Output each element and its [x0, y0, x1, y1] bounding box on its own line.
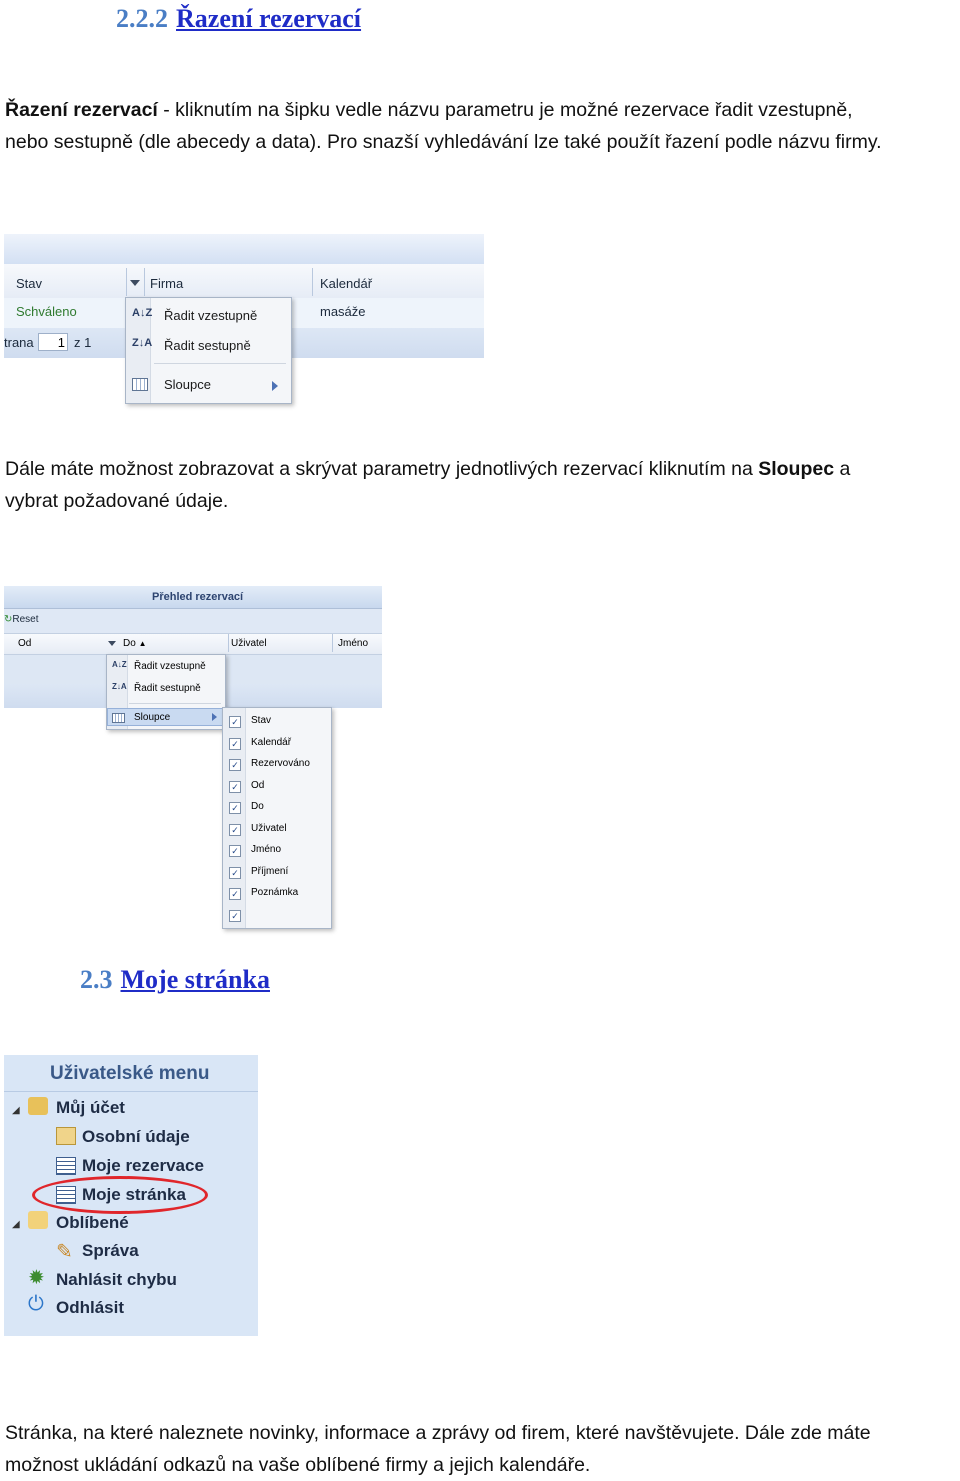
- section-number: 2.2.2: [116, 4, 168, 33]
- checkbox[interactable]: ✓: [229, 910, 241, 922]
- column-header-od[interactable]: Od: [18, 638, 32, 649]
- pager-total: z 1: [74, 335, 92, 350]
- cell-status: Schváleno: [16, 304, 77, 319]
- screenshot-user-menu: [4, 1055, 258, 1336]
- reset-icon: ↻: [4, 614, 13, 625]
- checkbox[interactable]: ✓: [229, 738, 241, 750]
- title-divider: [4, 1091, 258, 1092]
- menu-item-moje-stranka[interactable]: Moje stránka: [82, 1185, 186, 1204]
- menu-item-label: Řadit sestupně: [164, 338, 251, 353]
- expand-icon[interactable]: ◢: [12, 1105, 20, 1116]
- grid-toolbar: [4, 234, 484, 265]
- checklist-item-label[interactable]: Stav: [251, 715, 272, 726]
- checklist-item-label[interactable]: Příjmení: [251, 865, 289, 877]
- sort-descending-icon: Z↓A: [132, 337, 153, 349]
- columns-icon: [132, 378, 148, 391]
- power-icon: ⏻: [28, 1293, 44, 1315]
- column-header-kalendar[interactable]: Kalendář: [320, 276, 373, 291]
- checkbox[interactable]: ✓: [229, 759, 241, 771]
- checkbox[interactable]: ✓: [229, 716, 241, 728]
- columns-icon: [112, 713, 125, 723]
- column-menu-trigger[interactable]: [108, 641, 116, 646]
- paragraph-text: možnost ukládání odkazů na vaše oblíbené firmy a jejich kalendáře.: [5, 1454, 591, 1476]
- menu-item-osobni-udaje[interactable]: Osobní údaje: [82, 1127, 190, 1146]
- column-separator: [312, 268, 313, 296]
- column-header-do[interactable]: [123, 638, 147, 649]
- panel-toolbar: [4, 609, 382, 633]
- checkbox[interactable]: ✓: [229, 845, 241, 857]
- menu-item-sort-asc[interactable]: Řadit vzestupně: [134, 661, 206, 672]
- checklist-item-label[interactable]: Do: [251, 801, 264, 812]
- menu-item-sort-desc[interactable]: Řadit sestupně: [134, 683, 201, 694]
- column-header-label: Do: [123, 638, 136, 649]
- column-header-jmeno[interactable]: Jméno: [338, 638, 369, 649]
- sort-ascending-icon: A↓Z: [112, 660, 127, 669]
- menu-item-label: Sloupce: [164, 377, 211, 392]
- paragraph-text: Stránka, na které naleznete novinky, informace a zprávy od firem, které navštěvujete. Dále zde máte: [5, 1422, 871, 1444]
- grid-header: [4, 633, 382, 655]
- paragraph-text: - kliknutím na šipku vedle názvu parametru je možné rezervace řadit vzestupně,: [157, 99, 853, 121]
- columns-checklist-menu: [222, 707, 332, 929]
- menu-item-label: Sloupce: [134, 712, 171, 723]
- section-title-link[interactable]: Řazení rezervací: [176, 4, 362, 33]
- checkbox[interactable]: ✓: [229, 824, 241, 836]
- section-title-link[interactable]: Moje stránka: [120, 965, 270, 994]
- menu-divider: [154, 363, 286, 364]
- screenshot-sort-menu: [4, 234, 484, 392]
- menu-divider: [129, 703, 221, 704]
- column-dropdown-menu: [106, 654, 226, 730]
- menu-item-oblibene[interactable]: Oblíbené: [56, 1213, 129, 1232]
- checkbox[interactable]: ✓: [229, 802, 241, 814]
- checkbox[interactable]: ✓: [229, 867, 241, 879]
- column-separator: [126, 268, 127, 296]
- sort-ascending-icon: A↓Z: [132, 307, 153, 319]
- column-header-uzivatel[interactable]: Uživatel: [231, 638, 267, 649]
- section-number: 2.3: [80, 965, 113, 994]
- checklist-item-label[interactable]: Rezervováno: [251, 758, 310, 769]
- highlight-ellipse: [32, 1176, 208, 1214]
- menu-item-muj-ucet[interactable]: Můj účet: [56, 1098, 125, 1117]
- sort-arrow-icon: ▲: [138, 639, 147, 648]
- pager-label: trana: [4, 335, 34, 350]
- menu-item-sort-asc[interactable]: [126, 304, 291, 328]
- menu-item-sprava[interactable]: Správa: [82, 1241, 139, 1260]
- paragraph-columns: [5, 453, 955, 517]
- reset-button[interactable]: [4, 614, 39, 625]
- checkbox[interactable]: ✓: [229, 781, 241, 793]
- column-separator: [228, 634, 229, 652]
- menu-item-label: Řadit vzestupně: [164, 308, 258, 323]
- account-folder-icon: [28, 1097, 48, 1115]
- paragraph-my-page: [5, 1417, 960, 1481]
- bold-term: Sloupec: [758, 458, 835, 480]
- menu-item-sort-desc[interactable]: [126, 334, 291, 358]
- favorites-folder-icon: [28, 1211, 48, 1229]
- personal-data-icon: [56, 1127, 76, 1145]
- sort-descending-icon: Z↓A: [112, 682, 127, 691]
- user-menu-title: Uživatelské menu: [50, 1063, 210, 1084]
- column-dropdown-menu: [125, 297, 292, 404]
- section-heading-2-2-2: [116, 4, 361, 34]
- submenu-arrow-icon: [212, 713, 217, 721]
- column-separator: [144, 268, 145, 296]
- section-heading-2-3: [80, 965, 270, 995]
- checklist-item-label[interactable]: Poznámka: [251, 887, 299, 898]
- menu-item-odhlasit[interactable]: Odhlásit: [56, 1298, 125, 1317]
- bold-term: Řazení rezervací: [5, 99, 158, 121]
- panel-title: Přehled rezervací: [152, 591, 244, 603]
- checklist-item-label[interactable]: Uživatel: [251, 822, 287, 834]
- paragraph-text: a: [834, 458, 851, 480]
- list-icon: [56, 1157, 76, 1175]
- column-menu-trigger[interactable]: [130, 280, 140, 286]
- submenu-arrow-icon: [272, 381, 278, 391]
- checkbox[interactable]: ✓: [229, 888, 241, 900]
- checklist-item-label[interactable]: Jméno: [251, 844, 282, 855]
- column-header-firma[interactable]: Firma: [150, 276, 184, 291]
- menu-item-moje-rezervace[interactable]: Moje rezervace: [82, 1156, 204, 1175]
- expand-icon[interactable]: ◢: [12, 1219, 20, 1230]
- column-header-stav[interactable]: Stav: [16, 276, 43, 291]
- bug-icon: ✹: [28, 1267, 45, 1289]
- checklist-item-label[interactable]: Kalendář: [251, 736, 292, 748]
- reset-label: Reset: [12, 614, 39, 625]
- grid-header: [4, 264, 484, 299]
- column-separator: [332, 634, 333, 652]
- paragraph-text: vybrat požadované údaje.: [5, 490, 229, 512]
- edit-pencil-icon: ✎: [56, 1241, 73, 1263]
- paragraph-sorting: [5, 94, 955, 158]
- paragraph-text: Dále máte možnost zobrazovat a skrývat parametry jednotlivých rezervací kliknutím na: [5, 458, 759, 480]
- cell-category: masáže: [320, 304, 366, 319]
- menu-item-nahlasit-chybu[interactable]: Nahlásit chybu: [56, 1270, 177, 1289]
- paragraph-text: nebo sestupně (dle abecedy a data). Pro snazší vyhledávání lze také použít řazení podle názvu firmy.: [5, 131, 882, 153]
- pager-page-input[interactable]: 1: [38, 333, 68, 351]
- checklist-item-label[interactable]: Od: [251, 779, 265, 791]
- menu-item-columns[interactable]: [126, 373, 291, 397]
